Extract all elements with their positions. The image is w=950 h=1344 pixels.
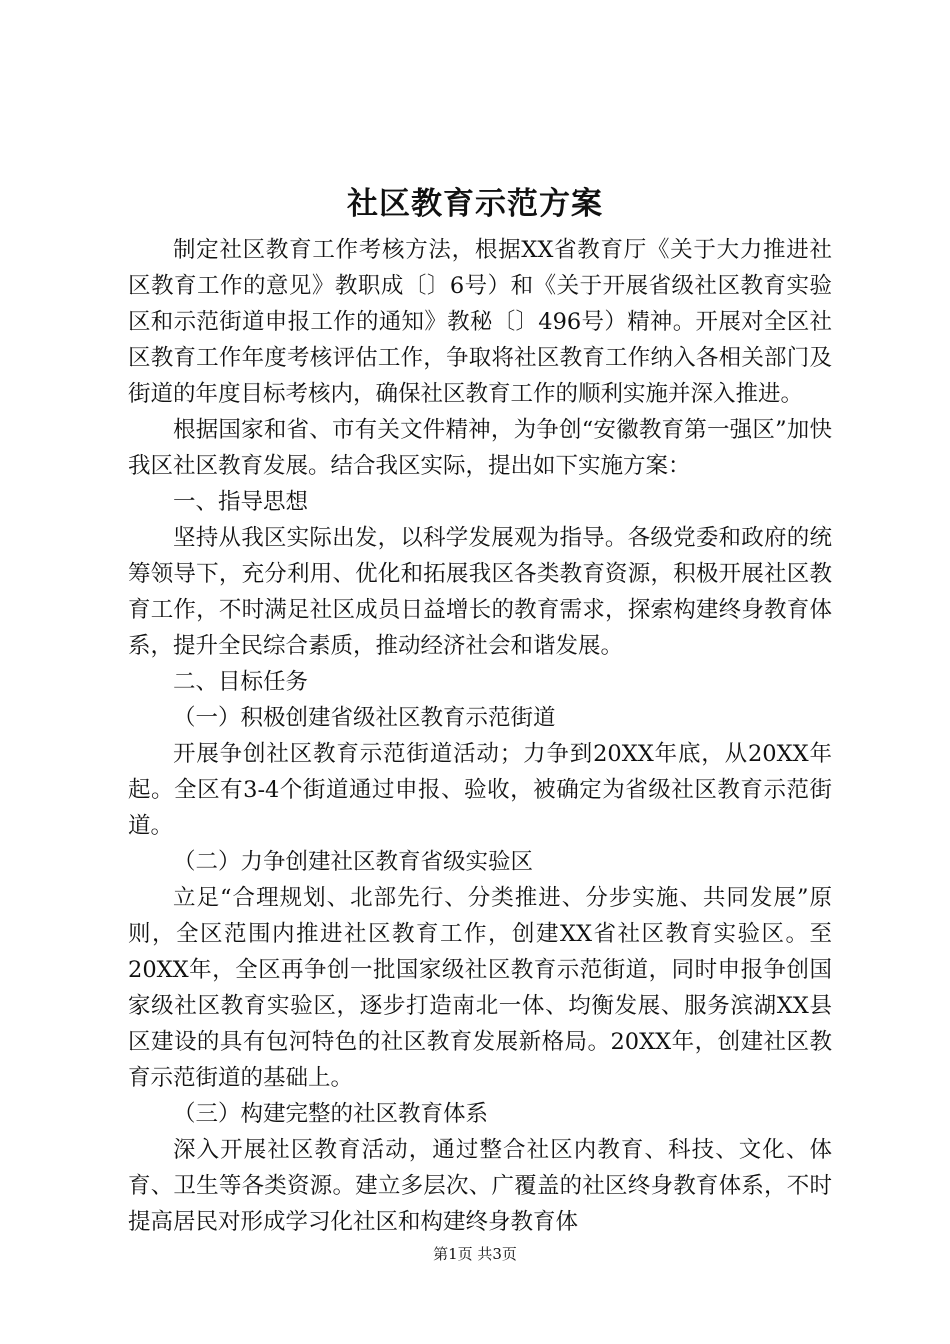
paragraph-basis: 根据国家和省、市有关文件精神，为争创“安徽教育第一强区”加快我区社区教育发展。结合我区实际，提出如下实施方案： — [128, 417, 832, 479]
section-heading-goals: 二、目标任务 — [173, 669, 309, 695]
subsection-heading-2: （二）力争创建社区教育省级实验区 — [173, 849, 534, 875]
paragraph-guiding-ideology: 坚持从我区实际出发，以科学发展观为指导。各级党委和政府的统筹领导下，充分利用、优化和拓展我区各类教育资源，积极开展社区教育工作，不时满足社区成员日益增长的教育需求，探索构建终身教育体系，提升全民综合素质，推动经济社会和谐发展。 — [128, 525, 832, 659]
document-body — [128, 232, 832, 1240]
paragraph-subsection-2: 立足“合理规划、北部先行、分类推进、分步实施、共同发展”原则，全区范围内推进社区教育工作，创建XX省社区教育实验区。至20XX年，全区再争创一批国家级社区教育示范街道，同时申报争创国家级社区教育实验区，逐步打造南北一体、均衡发展、服务滨湖XX县区建设的具有包河特色的社区教育发展新格局。20XX年，创建社区教育示范街道的基础上。 — [128, 885, 832, 1091]
subsection-heading-3: （三）构建完整的社区教育体系 — [173, 1101, 489, 1127]
subsection-heading-1: （一）积极创建省级社区教育示范街道 — [173, 705, 556, 731]
paragraph-subsection-1: 开展争创社区教育示范街道活动；力争到20XX年底，从20XX年起。全区有3-4个街道通过申报、验收，被确定为省级社区教育示范街道。 — [128, 741, 832, 839]
paragraph-intro: 制定社区教育工作考核方法，根据XX省教育厅《关于大力推进社区教育工作的意见》教职成〔〕6号）和《关于开展省级社区教育实验区和示范街道申报工作的通知》教秘〔〕496号）精神。开展对全区社区教育工作年度考核评估工作，争取将社区教育工作纳入各相关部门及街道的年度目标考核内，确保社区教育工作的顺利实施并深入推进。 — [128, 237, 832, 407]
document-title: 社区教育示范方案 — [347, 186, 603, 222]
section-heading-guiding-ideology: 一、指导思想 — [173, 489, 309, 515]
page-footer: 第1页 共3页 — [433, 1245, 517, 1263]
paragraph-subsection-3: 深入开展社区教育活动，通过整合社区内教育、科技、文化、体育、卫生等各类资源。建立多层次、广覆盖的社区终身教育体系，不时提高居民对形成学习化社区和构建终身教育体 — [128, 1137, 832, 1235]
